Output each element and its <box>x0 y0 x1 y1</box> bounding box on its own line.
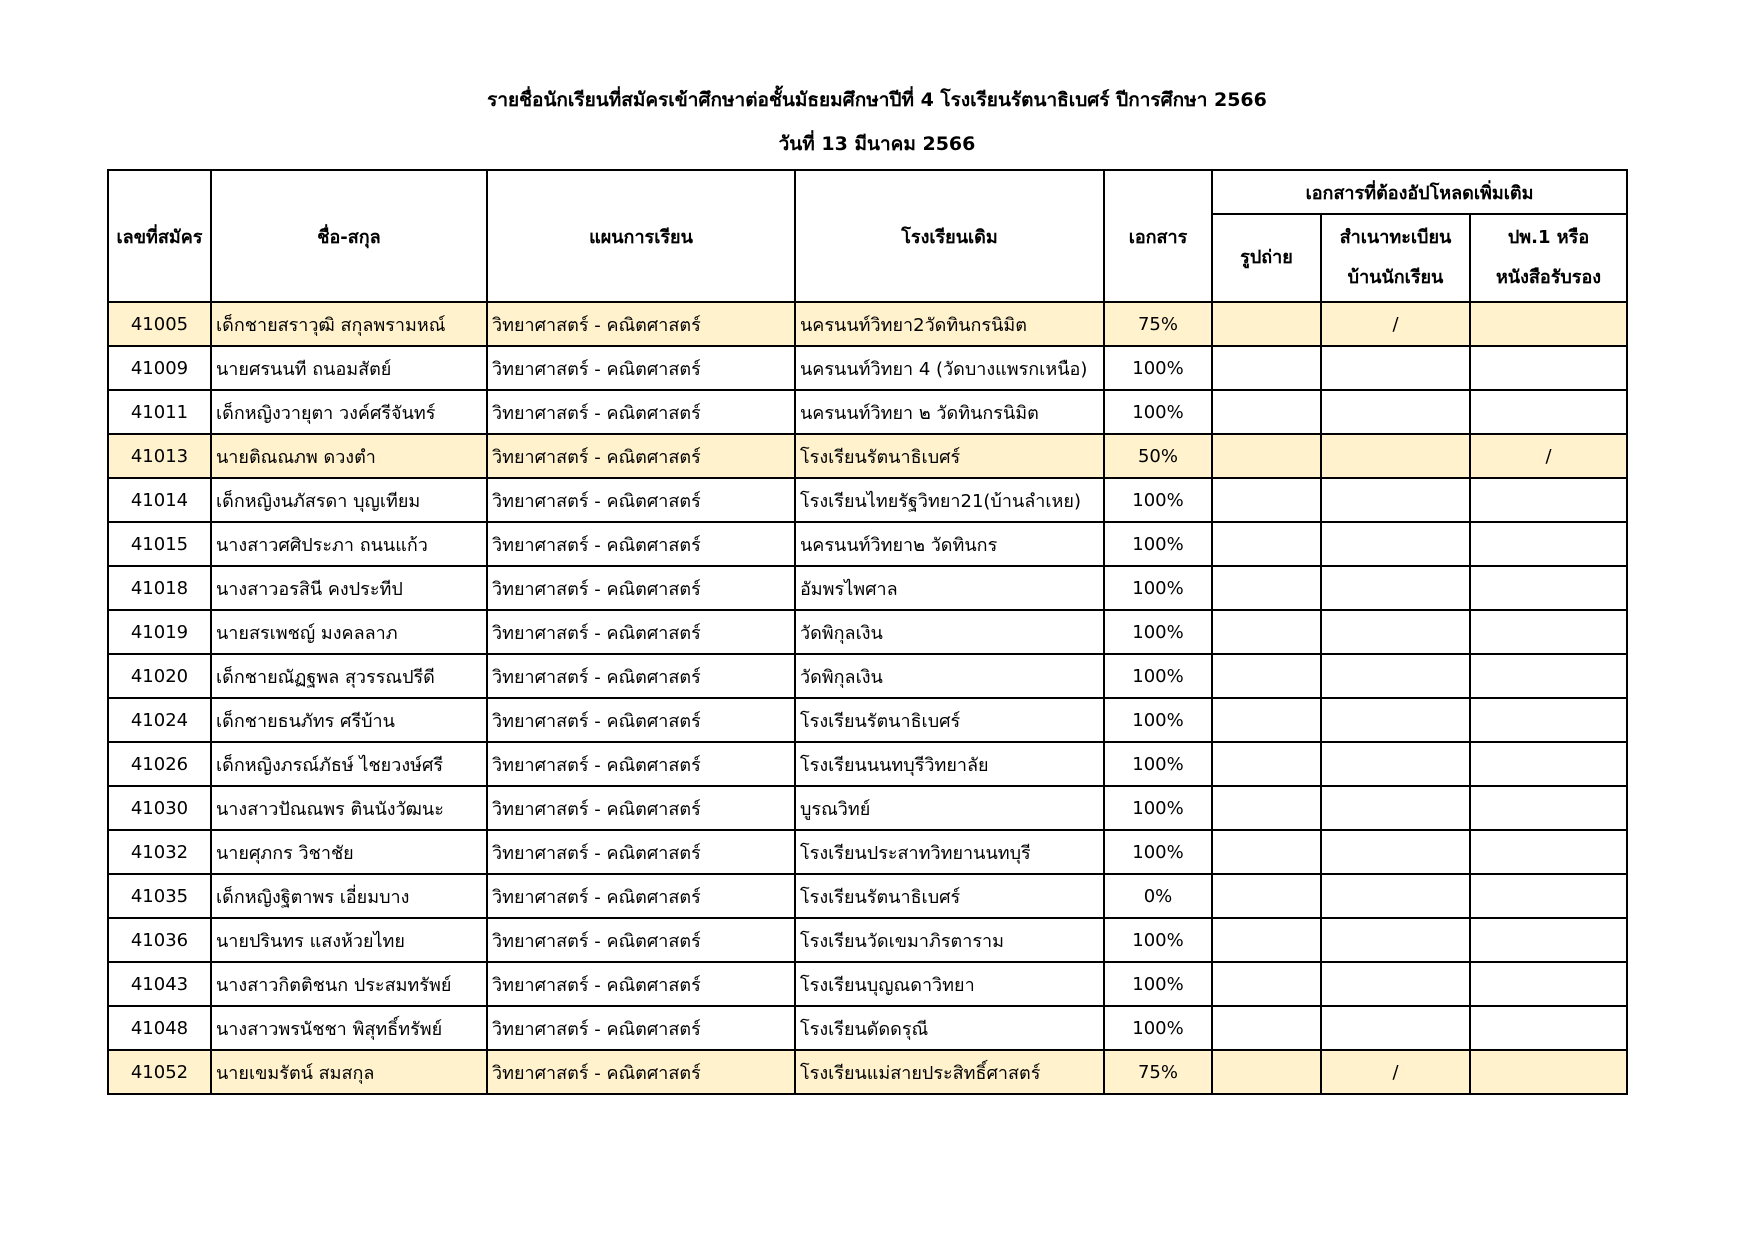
cell-docs-percent: 100% <box>1104 654 1212 698</box>
cell-house-registration <box>1321 698 1470 742</box>
table-row <box>108 302 1627 346</box>
cell-plan: วิทยาศาสตร์ - คณิตศาสตร์ <box>487 962 795 1006</box>
cell-photo <box>1212 1050 1321 1094</box>
cell-photo <box>1212 698 1321 742</box>
table-row <box>108 478 1627 522</box>
cell-app-no: 41026 <box>108 742 211 786</box>
cell-name: นายศุภกร วิชาชัย <box>211 830 487 874</box>
cell-photo <box>1212 390 1321 434</box>
cell-app-no: 41030 <box>108 786 211 830</box>
table-row <box>108 830 1627 874</box>
header-house-registration <box>1321 214 1470 302</box>
cell-plan: วิทยาศาสตร์ - คณิตศาสตร์ <box>487 566 795 610</box>
cell-house-registration <box>1321 962 1470 1006</box>
cell-transcript <box>1470 742 1627 786</box>
cell-docs-percent: 100% <box>1104 918 1212 962</box>
cell-photo <box>1212 830 1321 874</box>
cell-transcript <box>1470 610 1627 654</box>
cell-name: นางสาวกิตติชนก ประสมทรัพย์ <box>211 962 487 1006</box>
cell-app-no: 41014 <box>108 478 211 522</box>
cell-school: โรงเรียนบุญณดาวิทยา <box>795 962 1104 1006</box>
cell-docs-percent: 100% <box>1104 830 1212 874</box>
cell-plan: วิทยาศาสตร์ - คณิตศาสตร์ <box>487 434 795 478</box>
cell-photo <box>1212 522 1321 566</box>
header-house-registration-line1: สำเนาทะเบียน <box>1339 227 1452 248</box>
cell-school: นครนนท์วิทยา๒ วัดทินกร <box>795 522 1104 566</box>
cell-app-no: 41020 <box>108 654 211 698</box>
cell-house-registration <box>1321 390 1470 434</box>
cell-house-registration <box>1321 654 1470 698</box>
table-header <box>108 170 1627 302</box>
cell-plan: วิทยาศาสตร์ - คณิตศาสตร์ <box>487 654 795 698</box>
table-row <box>108 610 1627 654</box>
cell-app-no: 41035 <box>108 874 211 918</box>
cell-name: นายปรินทร แสงห้วยไทย <box>211 918 487 962</box>
cell-school: โรงเรียนรัตนาธิเบศร์ <box>795 434 1104 478</box>
cell-photo <box>1212 742 1321 786</box>
cell-transcript <box>1470 786 1627 830</box>
header-plan: แผนการเรียน <box>487 170 795 302</box>
cell-transcript <box>1470 522 1627 566</box>
cell-name: เด็กหญิงฐิตาพร เอี่ยมบาง <box>211 874 487 918</box>
cell-app-no: 41015 <box>108 522 211 566</box>
cell-transcript <box>1470 1050 1627 1094</box>
cell-transcript <box>1470 346 1627 390</box>
cell-plan: วิทยาศาสตร์ - คณิตศาสตร์ <box>487 742 795 786</box>
cell-photo <box>1212 962 1321 1006</box>
cell-school: โรงเรียนรัตนาธิเบศร์ <box>795 698 1104 742</box>
table-body <box>108 302 1627 1094</box>
table-row <box>108 742 1627 786</box>
cell-name: นางสาวปัณณพร ตินนังวัฒนะ <box>211 786 487 830</box>
table-row <box>108 698 1627 742</box>
table-row <box>108 566 1627 610</box>
cell-photo <box>1212 654 1321 698</box>
cell-school: นครนนท์วิทยา 4 (วัดบางแพรกเหนือ) <box>795 346 1104 390</box>
cell-docs-percent: 100% <box>1104 698 1212 742</box>
cell-photo <box>1212 346 1321 390</box>
header-transcript-line1: ปพ.1 หรือ <box>1507 227 1590 248</box>
applicant-table <box>107 169 1628 1095</box>
cell-transcript <box>1470 566 1627 610</box>
table-row <box>108 522 1627 566</box>
cell-school: นครนนท์วิทยา ๒ วัดทินกรนิมิต <box>795 390 1104 434</box>
cell-transcript <box>1470 962 1627 1006</box>
document-date: วันที่ 13 มีนาคม 2566 <box>778 133 976 155</box>
table-row <box>108 390 1627 434</box>
cell-app-no: 41024 <box>108 698 211 742</box>
cell-plan: วิทยาศาสตร์ - คณิตศาสตร์ <box>487 610 795 654</box>
cell-school: โรงเรียนดัดดรุณี <box>795 1006 1104 1050</box>
cell-house-registration <box>1321 478 1470 522</box>
cell-school: โรงเรียนประสาทวิทยานนทบุรี <box>795 830 1104 874</box>
cell-app-no: 41005 <box>108 302 211 346</box>
cell-docs-percent: 75% <box>1104 1050 1212 1094</box>
cell-plan: วิทยาศาสตร์ - คณิตศาสตร์ <box>487 918 795 962</box>
cell-docs-percent: 100% <box>1104 962 1212 1006</box>
cell-app-no: 41052 <box>108 1050 211 1094</box>
cell-photo <box>1212 434 1321 478</box>
cell-house-registration: / <box>1321 1050 1470 1094</box>
cell-app-no: 41036 <box>108 918 211 962</box>
cell-school: อัมพรไพศาล <box>795 566 1104 610</box>
cell-docs-percent: 100% <box>1104 610 1212 654</box>
cell-house-registration <box>1321 346 1470 390</box>
cell-transcript <box>1470 302 1627 346</box>
cell-transcript <box>1470 830 1627 874</box>
cell-plan: วิทยาศาสตร์ - คณิตศาสตร์ <box>487 1050 795 1094</box>
cell-house-registration <box>1321 830 1470 874</box>
cell-docs-percent: 100% <box>1104 742 1212 786</box>
cell-name: นายติณณภพ ดวงตำ <box>211 434 487 478</box>
cell-name: เด็กชายสราวุฒิ สกุลพรามหณ์ <box>211 302 487 346</box>
cell-house-registration: / <box>1321 302 1470 346</box>
cell-docs-percent: 75% <box>1104 302 1212 346</box>
cell-school: โรงเรียนนนทบุรีวิทยาลัย <box>795 742 1104 786</box>
cell-name: เด็กหญิงวายุตา วงค์ศรีจันทร์ <box>211 390 487 434</box>
cell-photo <box>1212 302 1321 346</box>
cell-name: เด็กหญิงภรณ์ภัธษ์ ไชยวงษ์ศรี <box>211 742 487 786</box>
cell-name: เด็กชายธนภัทร ศรีบ้าน <box>211 698 487 742</box>
cell-house-registration <box>1321 434 1470 478</box>
cell-transcript <box>1470 918 1627 962</box>
cell-plan: วิทยาศาสตร์ - คณิตศาสตร์ <box>487 346 795 390</box>
header-transcript <box>1470 214 1627 302</box>
header-transcript-line2: หนังสือรับรอง <box>1495 267 1602 288</box>
table-row <box>108 962 1627 1006</box>
cell-app-no: 41048 <box>108 1006 211 1050</box>
cell-name: นายสรเพชญ์ มงคลลาภ <box>211 610 487 654</box>
cell-plan: วิทยาศาสตร์ - คณิตศาสตร์ <box>487 478 795 522</box>
cell-docs-percent: 100% <box>1104 522 1212 566</box>
cell-house-registration <box>1321 522 1470 566</box>
cell-photo <box>1212 918 1321 962</box>
cell-photo <box>1212 478 1321 522</box>
cell-plan: วิทยาศาสตร์ - คณิตศาสตร์ <box>487 390 795 434</box>
cell-transcript <box>1470 478 1627 522</box>
cell-name: เด็กชายณัฏฐพล สุวรรณปรีดี <box>211 654 487 698</box>
cell-photo <box>1212 786 1321 830</box>
cell-app-no: 41032 <box>108 830 211 874</box>
header-docs: เอกสาร <box>1104 170 1212 302</box>
header-school: โรงเรียนเดิม <box>795 170 1104 302</box>
cell-app-no: 41043 <box>108 962 211 1006</box>
cell-school: นครนนท์วิทยา2วัดทินกรนิมิต <box>795 302 1104 346</box>
cell-docs-percent: 50% <box>1104 434 1212 478</box>
cell-docs-percent: 100% <box>1104 478 1212 522</box>
cell-transcript <box>1470 1006 1627 1050</box>
cell-plan: วิทยาศาสตร์ - คณิตศาสตร์ <box>487 786 795 830</box>
header-app-no: เลขที่สมัคร <box>108 170 211 302</box>
cell-school: วัดพิกุลเงิน <box>795 654 1104 698</box>
table-row <box>108 434 1627 478</box>
cell-app-no: 41018 <box>108 566 211 610</box>
cell-name: นางสาวศศิประภา ถนนแก้ว <box>211 522 487 566</box>
cell-name: นายศรนนที ถนอมสัตย์ <box>211 346 487 390</box>
cell-school: โรงเรียนรัตนาธิเบศร์ <box>795 874 1104 918</box>
cell-app-no: 41009 <box>108 346 211 390</box>
cell-photo <box>1212 874 1321 918</box>
cell-name: นายเขมรัตน์ สมสกุล <box>211 1050 487 1094</box>
cell-docs-percent: 100% <box>1104 1006 1212 1050</box>
cell-name: เด็กหญิงนภัสรดา บุญเทียม <box>211 478 487 522</box>
cell-transcript: / <box>1470 434 1627 478</box>
cell-house-registration <box>1321 918 1470 962</box>
cell-app-no: 41011 <box>108 390 211 434</box>
table-row <box>108 874 1627 918</box>
cell-plan: วิทยาศาสตร์ - คณิตศาสตร์ <box>487 302 795 346</box>
cell-transcript <box>1470 874 1627 918</box>
cell-docs-percent: 100% <box>1104 390 1212 434</box>
header-house-registration-line2: บ้านนักเรียน <box>1347 267 1444 288</box>
cell-docs-percent: 100% <box>1104 346 1212 390</box>
cell-plan: วิทยาศาสตร์ - คณิตศาสตร์ <box>487 830 795 874</box>
cell-school: โรงเรียนแม่สายประสิทธิ์ศาสตร์ <box>795 1050 1104 1094</box>
cell-house-registration <box>1321 786 1470 830</box>
cell-transcript <box>1470 390 1627 434</box>
cell-docs-percent: 100% <box>1104 566 1212 610</box>
table-row <box>108 1006 1627 1050</box>
cell-name: นางสาวพรนัชชา พิสุทธิ์ทรัพย์ <box>211 1006 487 1050</box>
cell-school: วัดพิกุลเงิน <box>795 610 1104 654</box>
cell-transcript <box>1470 654 1627 698</box>
cell-school: โรงเรียนวัดเขมาภิรตาราม <box>795 918 1104 962</box>
cell-plan: วิทยาศาสตร์ - คณิตศาสตร์ <box>487 874 795 918</box>
cell-plan: วิทยาศาสตร์ - คณิตศาสตร์ <box>487 1006 795 1050</box>
cell-plan: วิทยาศาสตร์ - คณิตศาสตร์ <box>487 698 795 742</box>
cell-house-registration <box>1321 610 1470 654</box>
cell-house-registration <box>1321 1006 1470 1050</box>
cell-house-registration <box>1321 742 1470 786</box>
cell-name: นางสาวอรสินี คงประทีป <box>211 566 487 610</box>
cell-app-no: 41019 <box>108 610 211 654</box>
table-row <box>108 786 1627 830</box>
document-title: รายชื่อนักเรียนที่สมัครเข้าศึกษาต่อชั้นมัธยมศึกษาปีที่ 4 โรงเรียนรัตนาธิเบศร์ ปีการศึกษา 2566 <box>487 89 1267 111</box>
cell-school: โรงเรียนไทยรัฐวิทยา21(บ้านลำเหย) <box>795 478 1104 522</box>
cell-school: บูรณวิทย์ <box>795 786 1104 830</box>
header-photo: รูปถ่าย <box>1212 214 1321 302</box>
table-row <box>108 654 1627 698</box>
header-extra-docs-group: เอกสารที่ต้องอัปโหลดเพิ่มเติม <box>1212 170 1627 214</box>
cell-docs-percent: 0% <box>1104 874 1212 918</box>
cell-photo <box>1212 1006 1321 1050</box>
header-name: ชื่อ-สกุล <box>211 170 487 302</box>
cell-docs-percent: 100% <box>1104 786 1212 830</box>
table-row <box>108 1050 1627 1094</box>
cell-house-registration <box>1321 874 1470 918</box>
table-row <box>108 918 1627 962</box>
cell-photo <box>1212 566 1321 610</box>
cell-plan: วิทยาศาสตร์ - คณิตศาสตร์ <box>487 522 795 566</box>
cell-photo <box>1212 610 1321 654</box>
cell-app-no: 41013 <box>108 434 211 478</box>
cell-house-registration <box>1321 566 1470 610</box>
cell-transcript <box>1470 698 1627 742</box>
table-row <box>108 346 1627 390</box>
